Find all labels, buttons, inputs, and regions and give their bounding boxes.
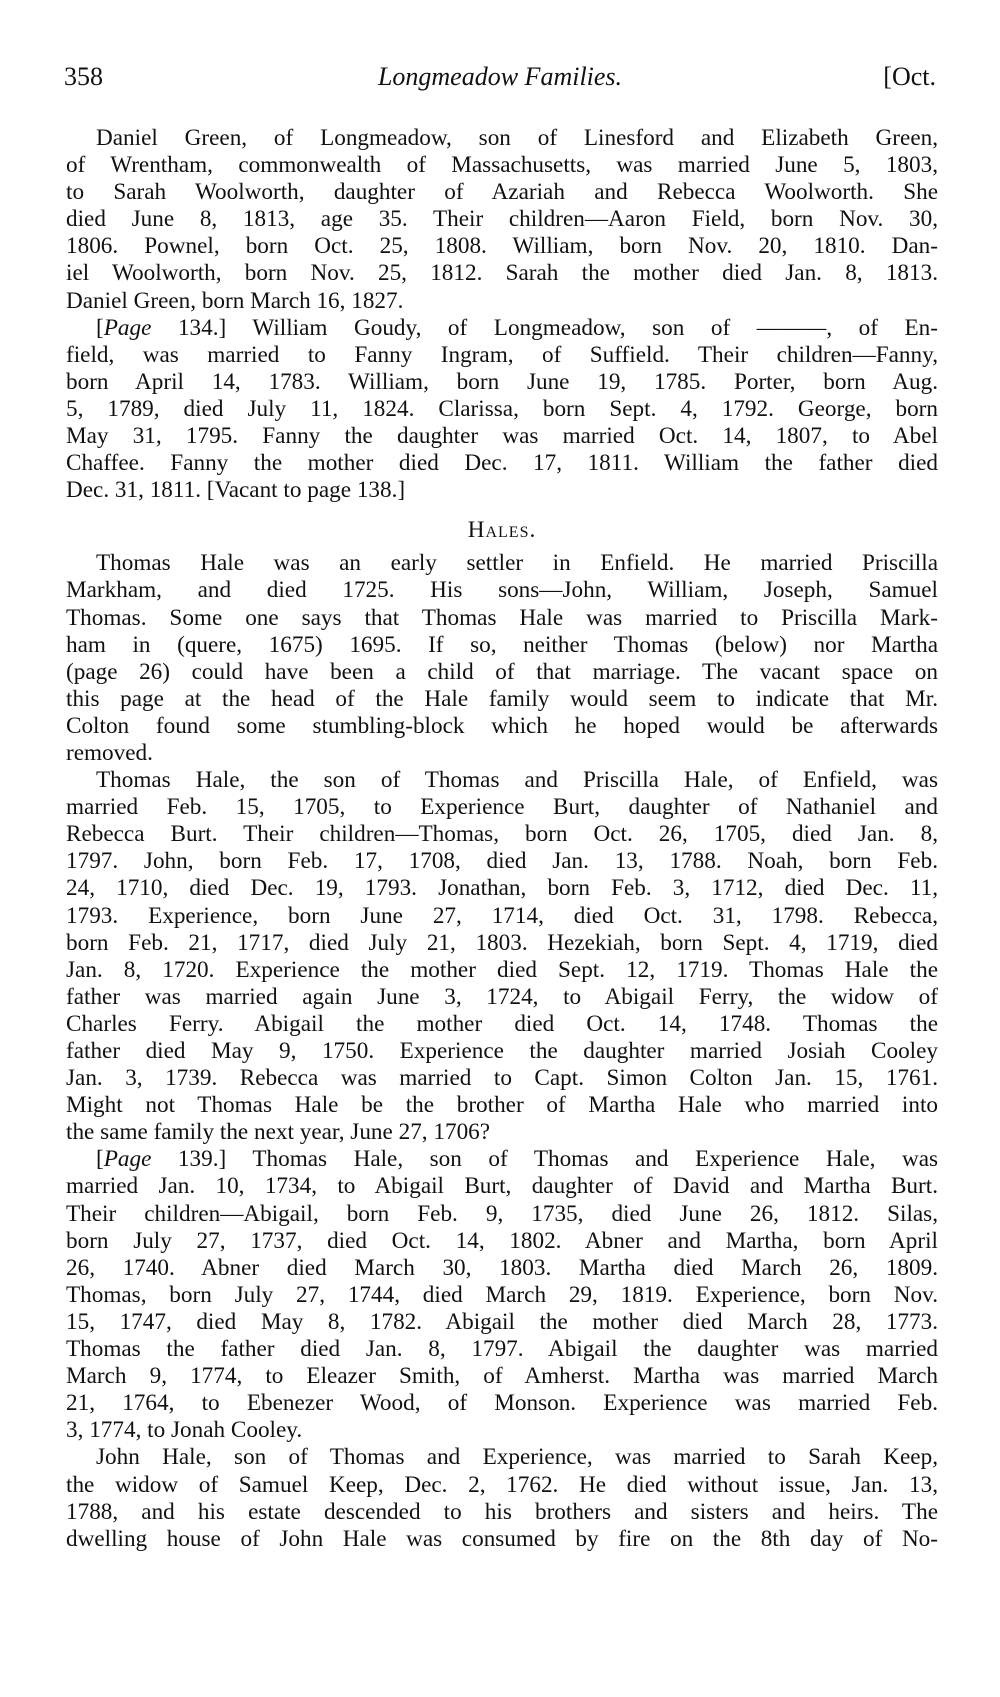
page-reference-number: 134.]	[177, 314, 227, 341]
paragraph-page-139	[66, 1146, 938, 1444]
text-line: father died May 9, 1750. Experience the daughter married Josiah Cooley	[66, 1038, 938, 1064]
page-reference: Page	[103, 314, 152, 341]
text-line: 1806. Pownel, born Oct. 25, 1808. William, born Nov. 20, 1810. Dan-	[66, 233, 938, 260]
paragraph-thomas-hale-settler	[66, 550, 938, 767]
text-line: father was married again June 3, 1724, to Abigail Ferry, the widow of	[66, 983, 938, 1010]
text-line: Thomas, born July 27, 1744, died March 29, 1819. Experience, born Nov.	[66, 1281, 938, 1308]
text-line: Thomas Hale, the son of Thomas and Priscilla Hale, of Enfield, was	[96, 767, 938, 794]
paragraph-john-hale	[66, 1444, 938, 1552]
text-line: Daniel Green, of Longmeadow, son of Linesford and Elizabeth Green,	[96, 125, 938, 151]
text-line: the same family the next year, June 27, 1706?	[66, 1119, 491, 1146]
text-line: 24, 1710, died Dec. 19, 1793. Jonathan, born Feb. 3, 1712, died Dec. 11,	[66, 875, 938, 902]
text-line: dwelling house of John Hale was consumed by fire on the 8th day of No-	[66, 1525, 938, 1552]
text-line: married Feb. 15, 1705, to Experience Burt, daughter of Nathaniel and	[66, 794, 938, 821]
text-line: this page at the head of the Hale family would seem to indicate that Mr.	[66, 685, 938, 712]
text-line: 26, 1740. Abner died March 30, 1803. Martha died March 26, 1809.	[66, 1254, 938, 1281]
text-line: 15, 1747, died May 8, 1782. Abigail the mother died March 28, 1773.	[66, 1308, 938, 1335]
text-line: Might not Thomas Hale be the brother of Martha Hale who married into	[66, 1092, 938, 1119]
paragraph-william-goudy	[66, 315, 938, 505]
text-line: Daniel Green, born March 16, 1827.	[66, 287, 404, 314]
text-line: Rebecca Burt. Their children—Thomas, born Oct. 26, 1705, died Jan. 8,	[66, 821, 938, 848]
text-line: field, was married to Fanny Ingram, of Suffield. Their children—Fanny,	[66, 341, 938, 368]
text-line: born July 27, 1737, died Oct. 14, 1802. Abner and Martha, born April	[66, 1227, 938, 1254]
text-line: to Sarah Woolworth, daughter of Azariah and Rebecca Woolworth. She	[66, 179, 938, 206]
text-line: 1788, and his estate descended to his brothers and sisters and heirs. The	[66, 1498, 938, 1525]
text-line: [Page 139.] Thomas Hale, son of Thomas and Experience Hale, was	[96, 1146, 939, 1173]
text-line: Colton found some stumbling-block which he hoped would be afterwards	[66, 712, 938, 739]
text-line: born Feb. 21, 1717, died July 21, 1803. Hezekiah, born Sept. 4, 1719, died	[66, 929, 938, 956]
text-line: John Hale, son of Thomas and Experience, was married to Sarah Keep,	[96, 1444, 938, 1471]
line-text: Thomas Hale, son of Thomas and Experience Hale, was	[226, 1146, 939, 1173]
section-heading: Hales.	[467, 517, 537, 544]
text-line: iel Woolworth, born Nov. 25, 1812. Sarah the mother died Jan. 8, 1813.	[66, 260, 938, 287]
text-line: 1793. Experience, born June 27, 1714, died Oct. 31, 1798. Rebecca,	[66, 902, 938, 929]
text-line: the widow of Samuel Keep, Dec. 2, 1762. He died without issue, Jan. 13,	[66, 1471, 938, 1498]
text-line: married Jan. 10, 1734, to Abigail Burt, daughter of David and Martha Burt.	[66, 1173, 938, 1200]
text-line: Thomas. Some one says that Thomas Hale was married to Priscilla Mark-	[66, 604, 938, 631]
page-reference-number: 139.]	[177, 1146, 227, 1173]
text-line: Thomas Hale was an early settler in Enfield. He married Priscilla	[96, 550, 938, 577]
text-line: died June 8, 1813, age 35. Their children—Aaron Field, born Nov. 30,	[66, 206, 938, 233]
text-line: removed.	[66, 739, 153, 766]
paragraph-daniel-green	[66, 125, 938, 315]
text-line: 21, 1764, to Ebenezer Wood, of Monson. Experience was married Feb.	[66, 1390, 938, 1417]
line-text: William Goudy, of Longmeadow, son of ———, of En-	[226, 314, 938, 341]
text-line: Dec. 31, 1811. [Vacant to page 138.]	[66, 477, 406, 504]
running-month: [Oct.	[883, 62, 936, 91]
text-line: (page 26) could have been a child of that marriage. The vacant space on	[66, 658, 938, 685]
body-text	[66, 125, 938, 1553]
text-line: born April 14, 1783. William, born June 19, 1785. Porter, born Aug.	[66, 368, 938, 395]
text-line: [Page 134.] William Goudy, of Longmeadow, son of ———, of En-	[96, 314, 938, 341]
text-line: Markham, and died 1725. His sons—John, William, Joseph, Samuel	[66, 577, 938, 604]
text-line: Their children—Abigail, born Feb. 9, 1735, died June 26, 1812. Silas,	[66, 1200, 938, 1227]
text-line: 5, 1789, died July 11, 1824. Clarissa, born Sept. 4, 1792. George, born	[66, 395, 938, 422]
text-line: ham in (quere, 1675) 1695. If so, neither Thomas (below) nor Martha	[66, 631, 938, 658]
text-line: 3, 1774, to Jonah Cooley.	[66, 1417, 303, 1444]
text-line: Chaffee. Fanny the mother died Dec. 17, 1811. William the father died	[66, 450, 938, 477]
text-line: of Wrentham, commonwealth of Massachusetts, was married June 5, 1803,	[66, 152, 938, 179]
page-number: 358	[64, 62, 103, 91]
text-line: May 31, 1795. Fanny the daughter was married Oct. 14, 1807, to Abel	[66, 423, 938, 450]
text-line: Jan. 3, 1739. Rebecca was married to Capt. Simon Colton Jan. 15, 1761.	[66, 1065, 938, 1092]
text-line: 1797. John, born Feb. 17, 1708, died Jan. 13, 1788. Noah, born Feb.	[66, 848, 938, 875]
running-title: Longmeadow Families.	[377, 62, 623, 91]
paragraph-thomas-hale-son	[66, 767, 938, 1146]
text-line: Thomas the father died Jan. 8, 1797. Abigail the daughter was married	[66, 1336, 938, 1363]
text-line: Jan. 8, 1720. Experience the mother died Sept. 12, 1719. Thomas Hale the	[66, 956, 938, 983]
text-line: March 9, 1774, to Eleazer Smith, of Amherst. Martha was married March	[66, 1363, 938, 1390]
running-head	[64, 62, 936, 98]
page-reference: Page	[103, 1146, 152, 1173]
text-line: Charles Ferry. Abigail the mother died Oct. 14, 1748. Thomas the	[66, 1010, 938, 1037]
